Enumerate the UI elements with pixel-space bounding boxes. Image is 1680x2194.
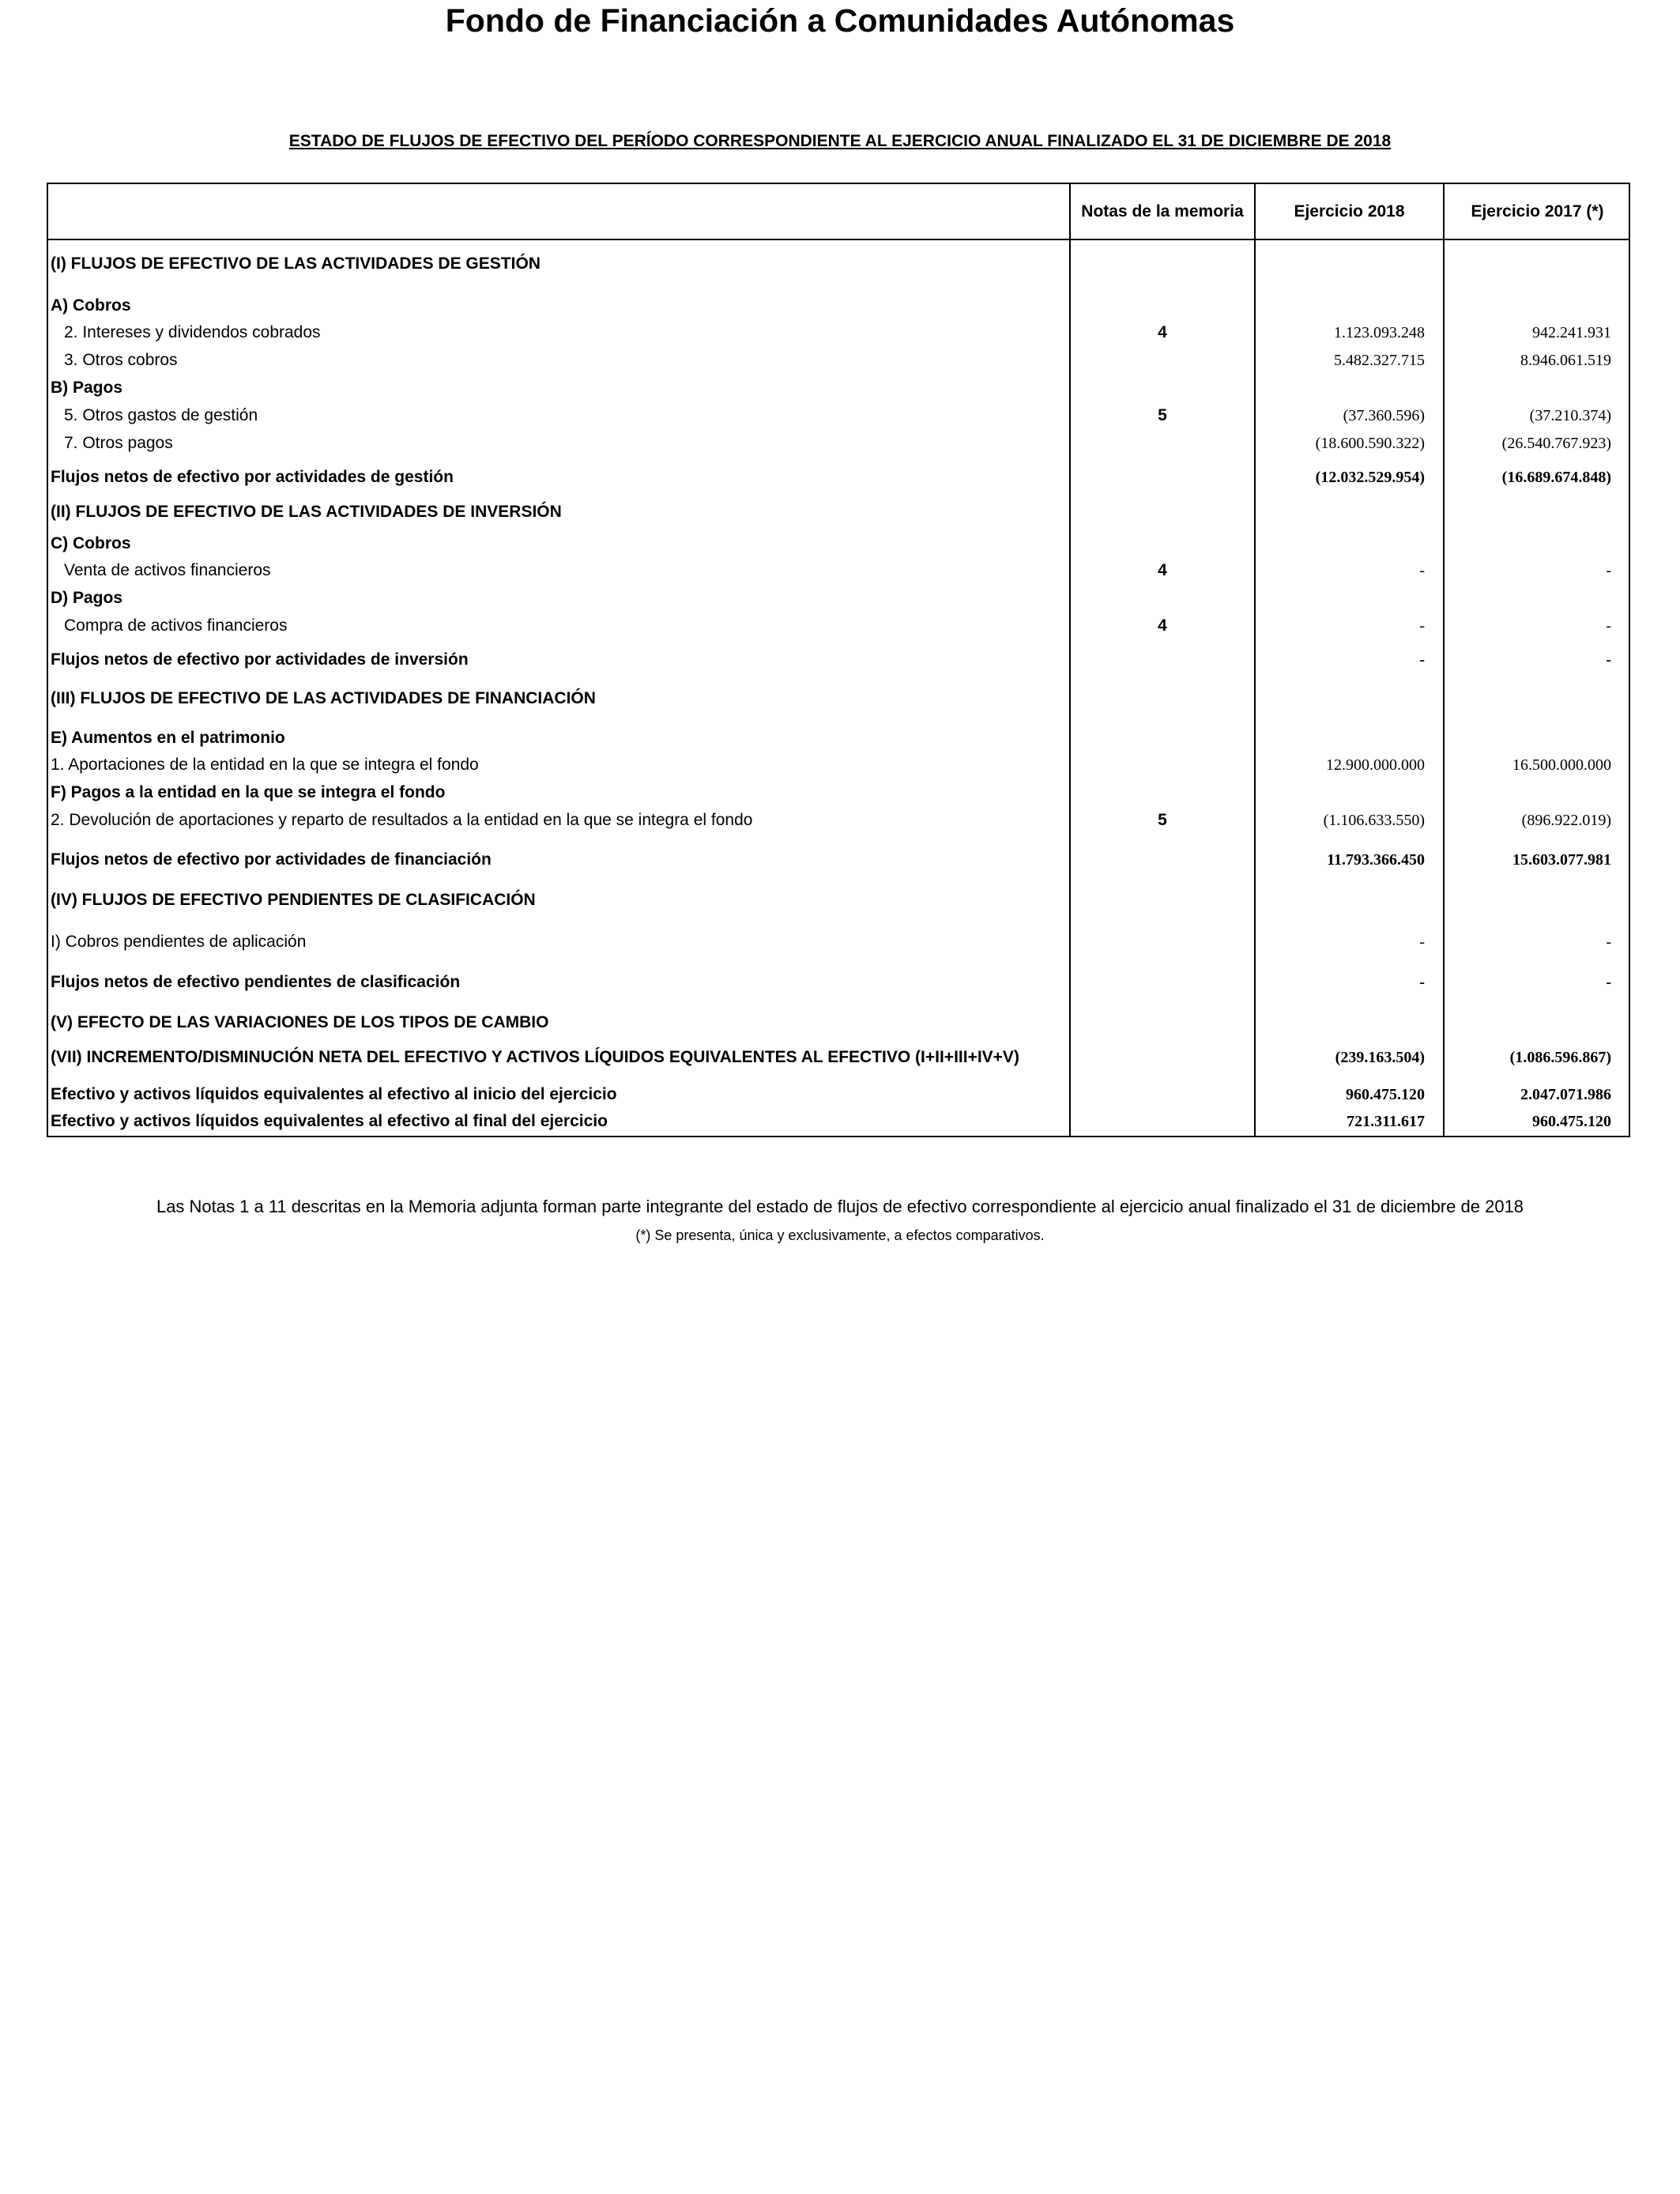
row-label: I) Cobros pendientes de aplicación	[51, 933, 307, 951]
header-2017: Ejercicio 2017 (*)	[1471, 202, 1604, 221]
row-value-2017: (896.922.019)	[1521, 812, 1611, 829]
row-label: Flujos netos de efectivo por actividades de financiación	[51, 850, 492, 869]
row-value-2017: 16.500.000.000	[1512, 756, 1611, 774]
row-value-2018: 12.900.000.000	[1326, 756, 1425, 774]
table-row	[48, 530, 1629, 557]
document-title: Fondo de Financiación a Comunidades Autónomas	[445, 2, 1235, 39]
row-label: (II) FLUJOS DE EFECTIVO DE LAS ACTIVIDADES DE INVERSIÓN	[51, 503, 562, 521]
row-value-2018: -	[1419, 651, 1425, 669]
row-value-2018: -	[1419, 933, 1425, 951]
row-label: Flujos netos de efectivo pendientes de clasificación	[51, 973, 461, 991]
row-value-2018: (12.032.529.954)	[1315, 469, 1425, 486]
row-value-2018: 1.123.093.248	[1334, 324, 1425, 341]
table-row	[48, 1081, 1629, 1108]
table-row	[48, 1108, 1629, 1135]
row-value-2017: 960.475.120	[1532, 1113, 1611, 1130]
row-value-2018: 11.793.366.450	[1327, 851, 1425, 869]
row-value-2018: 960.475.120	[1346, 1086, 1425, 1103]
comparative-footnote: (*) Se presenta, única y exclusivamente, a efectos comparativos.	[635, 1227, 1045, 1243]
table-row	[48, 1044, 1629, 1071]
row-value-2017: -	[1606, 974, 1611, 991]
table-row	[48, 319, 1629, 346]
row-note: 4	[1158, 323, 1167, 341]
table-row	[48, 375, 1629, 401]
row-value-2018: -	[1419, 562, 1425, 579]
row-label: Flujos netos de efectivo por actividades de inversión	[51, 650, 469, 669]
notes-footnote: Las Notas 1 a 11 descritas en la Memoria adjunta forman parte integrante del estado de flujos de efectivo correspondiente al ejercicio anual finalizado el 31 de diciembre de 2018	[156, 1197, 1524, 1216]
row-value-2018: (18.600.590.322)	[1315, 435, 1425, 452]
row-label: (III) FLUJOS DE EFECTIVO DE LAS ACTIVIDADES DE FINANCIACIÓN	[51, 689, 596, 707]
row-label: (I) FLUJOS DE EFECTIVO DE LAS ACTIVIDADES DE GESTIÓN	[51, 254, 541, 273]
row-label: (VII) INCREMENTO/DISMINUCIÓN NETA DEL EFECTIVO Y ACTIVOS LÍQUIDOS EQUIVALENTES AL EFECTIVO (I+II+III+IV+V)	[51, 1048, 1019, 1066]
row-value-2017: 2.047.071.986	[1520, 1086, 1611, 1103]
table-row	[48, 557, 1629, 584]
table-row	[48, 969, 1629, 996]
row-value-2017: -	[1606, 562, 1611, 579]
row-label: (V) EFECTO DE LAS VARIACIONES DE LOS TIPOS DE CAMBIO	[51, 1013, 549, 1031]
table-row	[48, 685, 1629, 712]
row-note: 5	[1158, 811, 1167, 829]
row-label: Compra de activos financieros	[64, 616, 288, 635]
row-label: 7. Otros pagos	[64, 434, 173, 452]
row-label: E) Aumentos en el patrimonio	[51, 729, 285, 747]
row-label: (IV) FLUJOS DE EFECTIVO PENDIENTES DE CLASIFICACIÓN	[51, 891, 536, 909]
row-note: 4	[1158, 616, 1167, 635]
row-value-2017: -	[1606, 933, 1611, 951]
table-row	[48, 402, 1629, 429]
row-label: 3. Otros cobros	[64, 351, 178, 369]
row-label: C) Cobros	[51, 534, 131, 552]
row-label: B) Pagos	[51, 379, 123, 397]
row-value-2018: 5.482.327.715	[1334, 352, 1425, 369]
row-value-2017: -	[1606, 651, 1611, 669]
table-row	[48, 779, 1629, 806]
row-note: 4	[1158, 561, 1167, 579]
table-row	[48, 464, 1629, 491]
row-note: 5	[1158, 406, 1167, 424]
row-value-2018: -	[1419, 974, 1425, 991]
row-label: F) Pagos a la entidad en la que se integra el fondo	[51, 783, 446, 801]
table-row	[48, 846, 1629, 873]
table-row	[48, 585, 1629, 612]
table-row	[48, 1009, 1629, 1036]
row-value-2017: (16.689.674.848)	[1501, 469, 1611, 486]
row-value-2017: (1.086.596.867)	[1509, 1049, 1611, 1066]
row-value-2017: 942.241.931	[1532, 324, 1611, 341]
row-label: Flujos netos de efectivo por actividades de gestión	[51, 468, 454, 486]
header-2018: Ejercicio 2018	[1294, 202, 1405, 221]
row-label: 2. Devolución de aportaciones y reparto de resultados a la entidad en la que se integra el fondo	[51, 811, 753, 829]
table-row	[48, 430, 1629, 457]
row-value-2018: (37.360.596)	[1343, 407, 1425, 424]
row-label: Venta de activos financieros	[64, 561, 271, 579]
row-value-2018: (1.106.633.550)	[1323, 812, 1425, 829]
row-value-2017: 8.946.061.519	[1520, 352, 1611, 369]
table-row	[48, 499, 1629, 526]
row-label: 1. Aportaciones de la entidad en la que se integra el fondo	[51, 756, 479, 774]
cash-flow-table	[47, 183, 1630, 1137]
table-row	[48, 347, 1629, 374]
table-row	[48, 752, 1629, 778]
table-row	[48, 807, 1629, 834]
row-value-2018: 721.311.617	[1347, 1113, 1425, 1130]
row-value-2018: (239.163.504)	[1335, 1049, 1425, 1066]
table-row	[48, 725, 1629, 752]
row-label: Efectivo y activos líquidos equivalentes al efectivo al final del ejercicio	[51, 1112, 608, 1130]
row-label: Efectivo y activos líquidos equivalentes al efectivo al inicio del ejercicio	[51, 1085, 617, 1103]
table-row	[48, 251, 1629, 277]
header-divider	[48, 239, 1629, 240]
table-row	[48, 929, 1629, 956]
table-row	[48, 292, 1629, 319]
table-row	[48, 647, 1629, 673]
row-value-2017: (26.540.767.923)	[1501, 435, 1611, 452]
row-value-2018: -	[1419, 617, 1425, 635]
row-label: 5. Otros gastos de gestión	[64, 406, 258, 424]
row-label: 2. Intereses y dividendos cobrados	[64, 323, 321, 341]
row-label: D) Pagos	[51, 589, 123, 607]
row-value-2017: (37.210.374)	[1529, 407, 1611, 424]
row-value-2017: 15.603.077.981	[1512, 851, 1611, 869]
header-notes: Notas de la memoria	[1081, 202, 1244, 221]
table-row	[48, 887, 1629, 914]
table-row	[48, 613, 1629, 639]
row-value-2017: -	[1606, 617, 1611, 635]
statement-subtitle: ESTADO DE FLUJOS DE EFECTIVO DEL PERÍODO CORRESPONDIENTE AL EJERCICIO ANUAL FINALIZADO EL 31 DE DICIEMBRE DE 2018	[288, 132, 1392, 150]
row-label: A) Cobros	[51, 296, 131, 315]
